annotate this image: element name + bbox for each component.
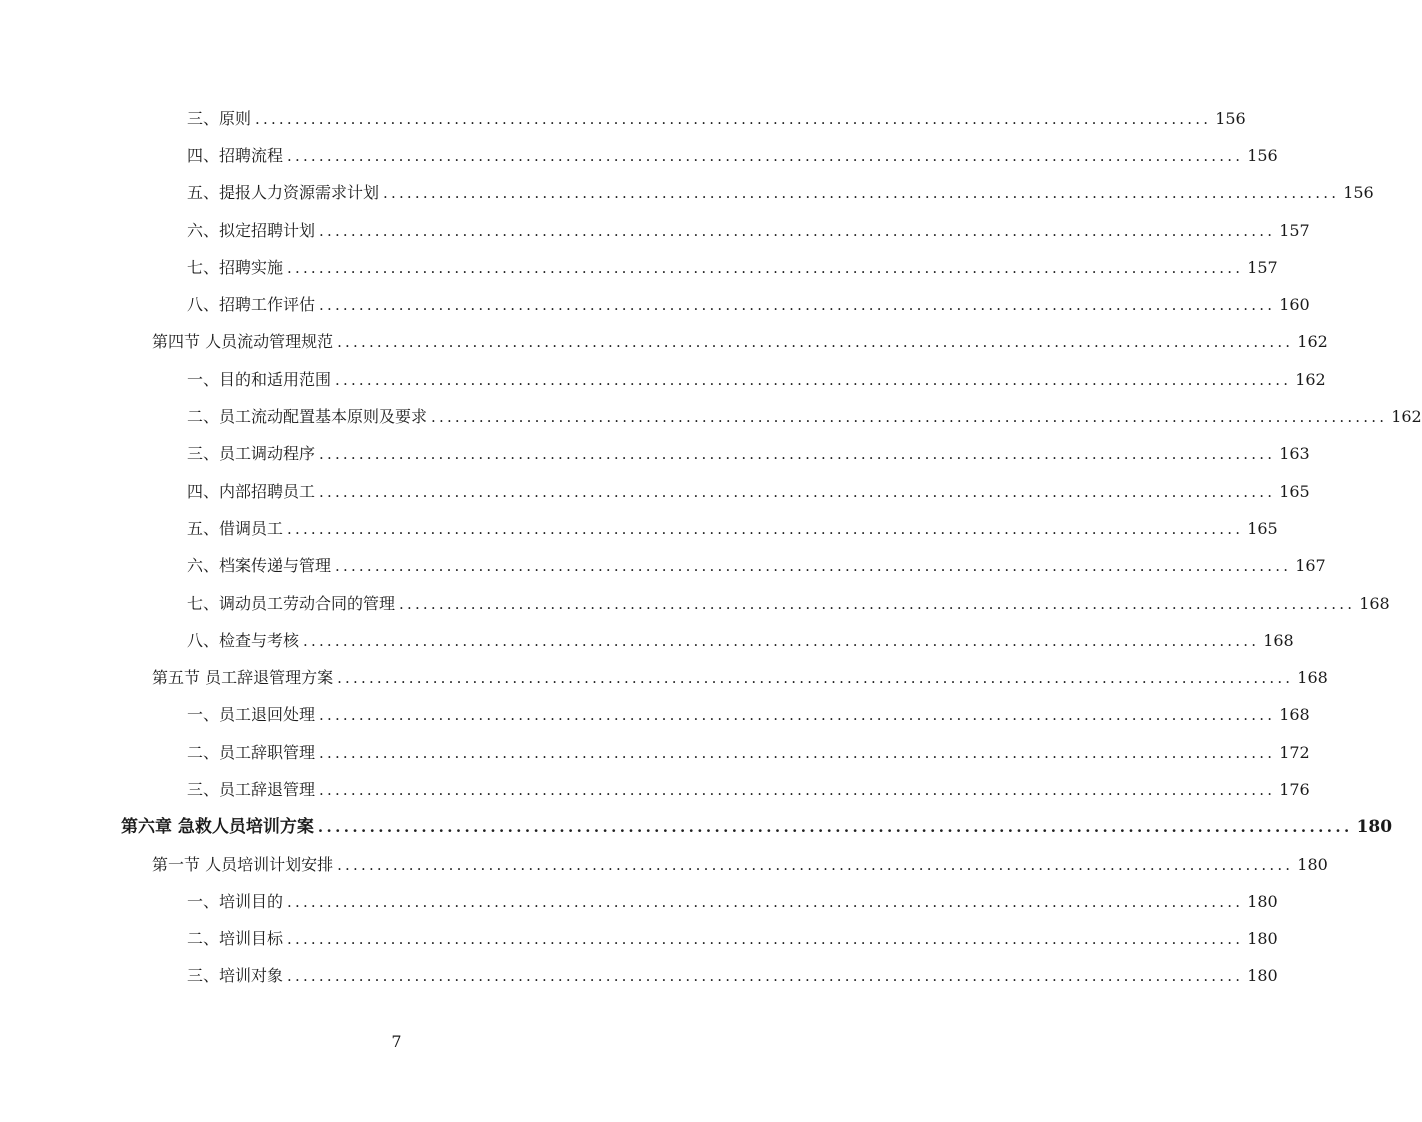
toc-entry-page: 157 bbox=[1247, 257, 1278, 277]
toc-entry-label: 三、原则 bbox=[187, 108, 252, 128]
toc-dot-leader: ........................................................................................................................ bbox=[335, 557, 1292, 576]
toc-entry-label: 一、培训目的 bbox=[187, 891, 284, 911]
toc-entry-page: 162 bbox=[1297, 332, 1328, 352]
toc-dot-leader: ........................................................................................................................ bbox=[287, 519, 1244, 538]
toc-section-entry[interactable] bbox=[0, 846, 1328, 883]
toc-item-entry[interactable] bbox=[0, 286, 1310, 323]
toc-item-entry[interactable] bbox=[0, 436, 1310, 473]
toc-dot-leader: ........................................................................................................................ bbox=[287, 258, 1244, 277]
toc-dot-leader: ........................................................................................................................ bbox=[319, 743, 1276, 762]
toc-entry-page: 180 bbox=[1247, 891, 1278, 911]
toc-dot-leader: ........................................................................................................................ bbox=[335, 370, 1292, 389]
toc-entry-label: 一、员工退回处理 bbox=[187, 705, 316, 725]
toc-item-entry[interactable] bbox=[0, 473, 1310, 510]
toc-item-entry[interactable] bbox=[0, 249, 1278, 286]
toc-item-entry[interactable] bbox=[0, 137, 1278, 174]
toc-entry-label: 八、招聘工作评估 bbox=[187, 295, 316, 315]
toc-item-entry[interactable] bbox=[0, 585, 1390, 622]
toc-dot-leader: ........................................................................................................................ bbox=[337, 855, 1294, 874]
toc-entry-page: 160 bbox=[1279, 295, 1310, 315]
toc-dot-leader: ........................................................................................................................ bbox=[255, 109, 1212, 128]
toc-entry-page: 156 bbox=[1215, 108, 1246, 128]
toc-dot-leader: ........................................................................................................................ bbox=[319, 482, 1276, 501]
toc-entry-label: 第一节 人员培训计划安排 bbox=[152, 854, 334, 874]
toc-entry-page: 168 bbox=[1359, 593, 1390, 613]
toc-entry-page: 168 bbox=[1297, 668, 1328, 688]
toc-chapter-entry[interactable] bbox=[0, 809, 1393, 846]
toc-item-entry[interactable] bbox=[0, 361, 1326, 398]
toc-dot-leader: ........................................................................................................................ bbox=[337, 669, 1294, 688]
toc-entry-page: 176 bbox=[1279, 779, 1310, 799]
toc-item-entry[interactable] bbox=[0, 958, 1278, 995]
toc-entry-label: 四、招聘流程 bbox=[187, 145, 284, 165]
toc-entry-page: 156 bbox=[1343, 183, 1374, 203]
toc-entry-label: 三、员工辞退管理 bbox=[187, 779, 316, 799]
toc-dot-leader: ........................................................................................................................ bbox=[337, 333, 1294, 352]
toc-section-entry[interactable] bbox=[0, 659, 1328, 696]
toc-entry-label: 四、内部招聘员工 bbox=[187, 481, 316, 501]
toc-item-entry[interactable] bbox=[0, 921, 1278, 958]
toc-dot-leader: ........................................................................................................................ bbox=[399, 594, 1356, 613]
toc-item-entry[interactable] bbox=[0, 212, 1310, 249]
toc-item-entry[interactable] bbox=[0, 548, 1326, 585]
toc-dot-leader: ........................................................................................................................ bbox=[319, 780, 1276, 799]
toc-entry-label: 第四节 人员流动管理规范 bbox=[152, 332, 334, 352]
toc-dot-leader: ........................................................................................................................ bbox=[319, 706, 1276, 725]
toc-entry-page: 157 bbox=[1279, 220, 1310, 240]
toc-entry-page: 180 bbox=[1297, 854, 1328, 874]
toc-entry-page: 168 bbox=[1263, 630, 1294, 650]
toc-dot-leader: ........................................................................................................................ bbox=[287, 146, 1244, 165]
toc-dot-leader: ........................................................................................................................ bbox=[287, 967, 1244, 986]
toc-dot-leader: ........................................................................................................................ bbox=[319, 296, 1276, 315]
page-number: 7 bbox=[391, 1032, 402, 1051]
toc-entry-label: 三、员工调动程序 bbox=[187, 444, 316, 464]
toc-entry-page: 180 bbox=[1247, 929, 1278, 949]
toc-entry-label: 一、目的和适用范围 bbox=[187, 369, 332, 389]
toc-dot-leader: ........................................................................................................................ bbox=[303, 631, 1260, 650]
toc-dot-leader: ........................................................................................................................ bbox=[383, 184, 1340, 203]
toc-section-entry[interactable] bbox=[0, 324, 1328, 361]
toc-item-entry[interactable] bbox=[0, 398, 1422, 435]
toc-item-entry[interactable] bbox=[0, 697, 1310, 734]
toc-dot-leader: ........................................................................................................................ bbox=[319, 221, 1276, 240]
toc-entry-label: 二、员工流动配置基本原则及要求 bbox=[187, 407, 428, 427]
toc-entry-label: 第六章 急救人员培训方案 bbox=[121, 817, 314, 838]
toc-item-entry[interactable] bbox=[0, 883, 1278, 920]
toc-entry-page: 165 bbox=[1247, 518, 1278, 538]
toc-entry-label: 第五节 员工辞退管理方案 bbox=[152, 668, 334, 688]
toc-entry-label: 五、提报人力资源需求计划 bbox=[187, 183, 380, 203]
toc-entry-page: 162 bbox=[1391, 407, 1422, 427]
toc-item-entry[interactable] bbox=[0, 734, 1310, 771]
toc-dot-leader: ........................................................................................................................ bbox=[287, 892, 1244, 911]
toc-entry-page: 180 bbox=[1356, 817, 1393, 838]
toc-entry-label: 七、招聘实施 bbox=[187, 257, 284, 277]
toc-entry-page: 168 bbox=[1279, 705, 1310, 725]
toc-dot-leader: ........................................................................................................................ bbox=[431, 408, 1388, 427]
toc-entry-label: 二、培训目标 bbox=[187, 929, 284, 949]
toc-dot-leader: ........................................................................................................................ bbox=[317, 818, 1353, 837]
toc-entry-label: 七、调动员工劳动合同的管理 bbox=[187, 593, 396, 613]
toc-entry-label: 六、拟定招聘计划 bbox=[187, 220, 316, 240]
toc-entry-page: 167 bbox=[1295, 556, 1326, 576]
toc-entry-page: 180 bbox=[1247, 966, 1278, 986]
toc-entry-page: 156 bbox=[1247, 145, 1278, 165]
toc-entry-page: 165 bbox=[1279, 481, 1310, 501]
toc-entry-label: 八、检查与考核 bbox=[187, 630, 300, 650]
toc-item-entry[interactable] bbox=[0, 510, 1278, 547]
toc-dot-leader: ........................................................................................................................ bbox=[287, 930, 1244, 949]
toc-entry-page: 163 bbox=[1279, 444, 1310, 464]
toc-entry-label: 五、借调员工 bbox=[187, 518, 284, 538]
toc-entry-page: 172 bbox=[1279, 742, 1310, 762]
toc-item-entry[interactable] bbox=[0, 771, 1310, 808]
toc-entry-label: 六、档案传递与管理 bbox=[187, 556, 332, 576]
toc-item-entry[interactable] bbox=[0, 100, 1246, 137]
toc-item-entry[interactable] bbox=[0, 175, 1374, 212]
toc-item-entry[interactable] bbox=[0, 622, 1294, 659]
table-of-contents bbox=[0, 100, 1422, 995]
toc-entry-label: 三、培训对象 bbox=[187, 966, 284, 986]
toc-entry-label: 二、员工辞职管理 bbox=[187, 742, 316, 762]
toc-dot-leader: ........................................................................................................................ bbox=[319, 445, 1276, 464]
toc-entry-page: 162 bbox=[1295, 369, 1326, 389]
